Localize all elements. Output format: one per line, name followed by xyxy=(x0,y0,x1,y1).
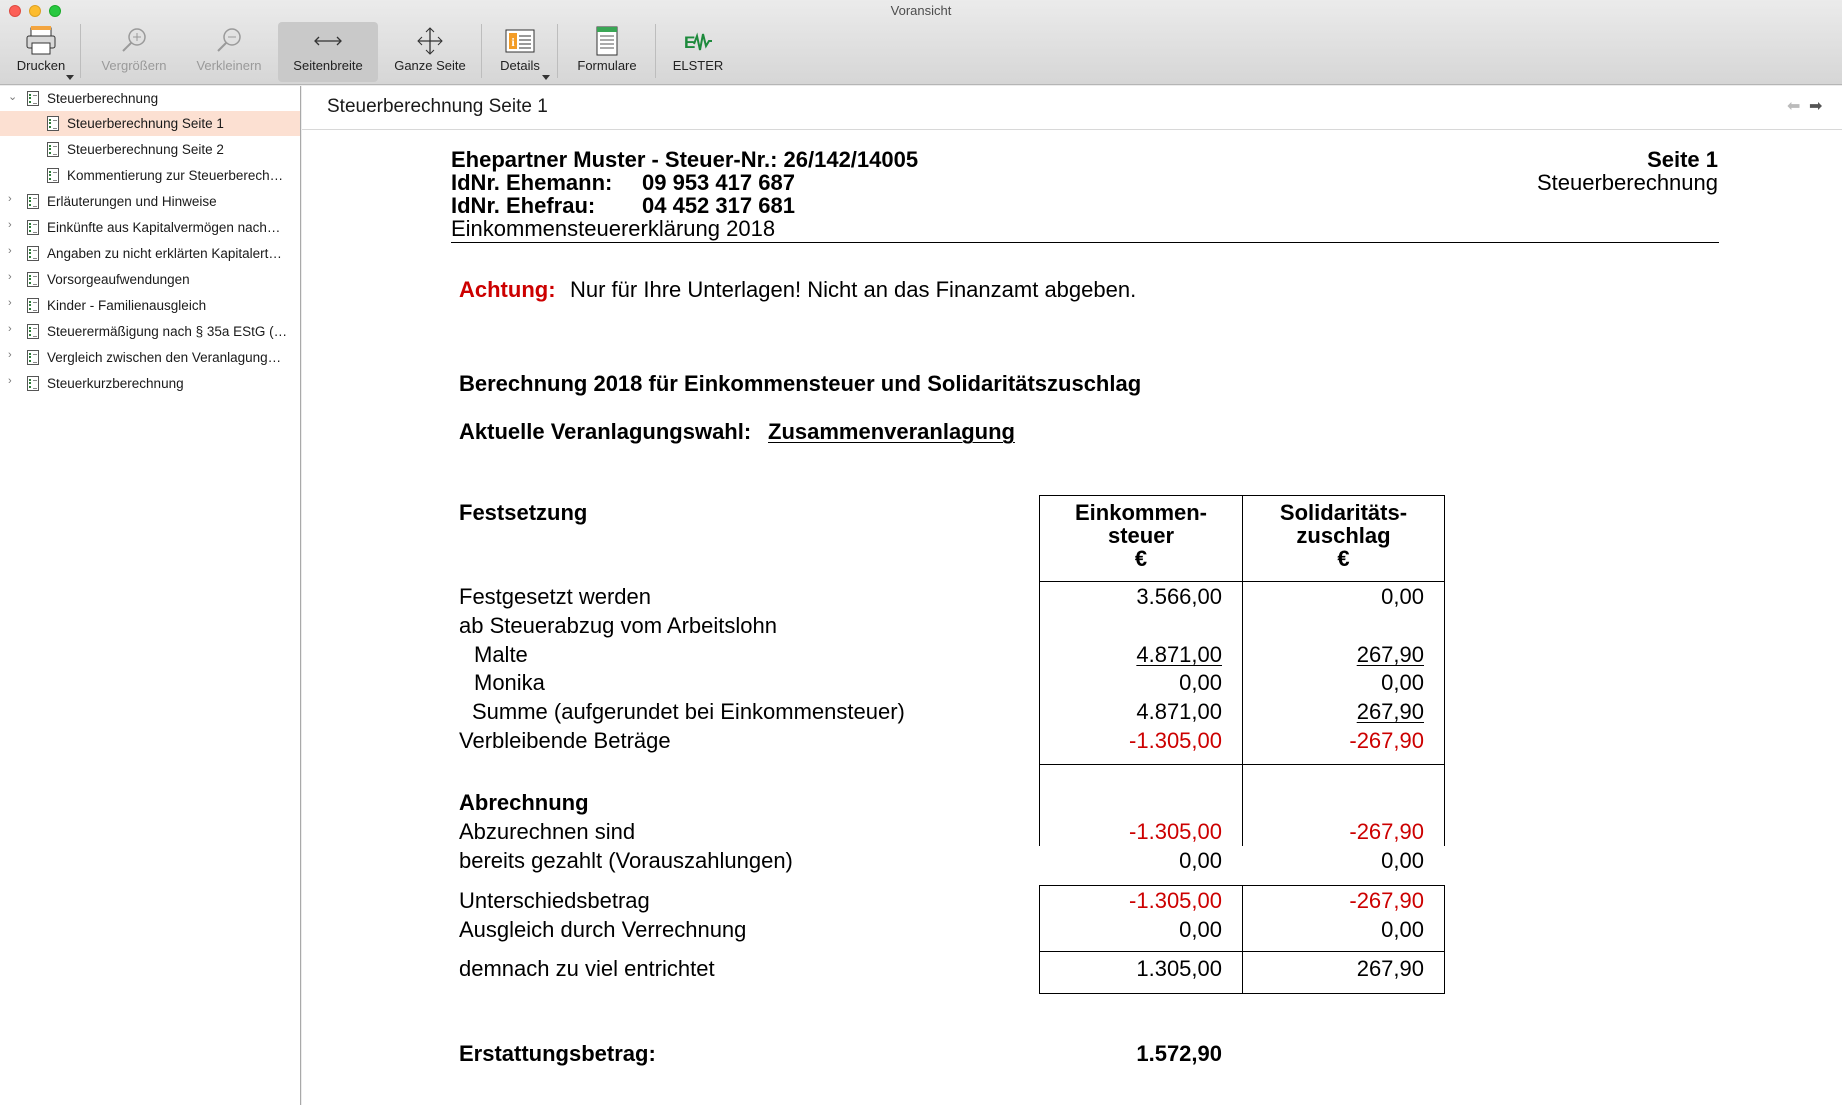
print-label: Drucken xyxy=(16,58,66,73)
document-icon xyxy=(27,91,39,106)
row-label-verbleibend: Verbleibende Beträge xyxy=(459,728,671,753)
sidebar-item-label: Angaben zu nicht erklärten Kapitalert… xyxy=(47,246,282,261)
sidebar xyxy=(0,86,301,1105)
elster-button[interactable] xyxy=(662,22,734,82)
col1-line3: € xyxy=(1134,546,1148,571)
chevron-right-icon[interactable]: › xyxy=(8,375,12,387)
zoom-out-icon xyxy=(213,26,245,56)
page-subtitle: Steuerberechnung xyxy=(1536,170,1718,195)
sidebar-item-label: Einkünfte aus Kapitalvermögen nach… xyxy=(47,220,281,235)
page-width-button[interactable] xyxy=(278,22,378,82)
chevron-right-icon[interactable]: › xyxy=(8,349,12,361)
row-value-unterschied-est: -1.305,00 xyxy=(1129,888,1222,913)
row-value-gezahlt-est: 0,00 xyxy=(1179,848,1222,873)
row-label-abzurechnen: Abzurechnen sind xyxy=(459,819,636,844)
document-preview xyxy=(302,86,1842,1105)
row-value-malte-soli: 267,90 xyxy=(1356,642,1424,667)
chevron-right-icon[interactable]: › xyxy=(8,193,12,205)
whole-page-button[interactable] xyxy=(384,22,476,82)
sidebar-item-label: Kommentierung zur Steuerberech… xyxy=(67,168,284,183)
zoom-out-button[interactable] xyxy=(182,22,276,82)
row-label-unterschied: Unterschiedsbetrag xyxy=(459,888,650,913)
sidebar-item-label: Steuerermäßigung nach § 35a EStG (… xyxy=(47,324,288,339)
print-button[interactable] xyxy=(6,22,76,82)
chevron-right-icon[interactable]: › xyxy=(8,297,12,309)
row-label-gezahlt: bereits gezahlt (Vorauszahlungen) xyxy=(459,848,793,873)
row-value-verbleibend-soli: -267,90 xyxy=(1349,728,1424,753)
whole-page-label: Ganze Seite xyxy=(394,58,466,73)
document-icon xyxy=(27,194,39,209)
column-header-soli xyxy=(1243,501,1444,570)
previous-page-arrow-icon[interactable]: ⬅ xyxy=(1787,98,1801,115)
table-section-border xyxy=(1039,764,1445,765)
row-value-festgesetzt-est: 3.566,00 xyxy=(1136,584,1222,609)
move-arrows-icon xyxy=(414,26,446,56)
sidebar-item-kapitalertraege[interactable] xyxy=(0,241,300,266)
chevron-right-icon[interactable]: › xyxy=(8,323,12,335)
document-icon xyxy=(27,324,39,339)
table-border-zuviel xyxy=(1039,951,1445,952)
svg-text:E: E xyxy=(684,33,696,52)
sidebar-item-steuerberechnung[interactable] xyxy=(0,86,300,111)
chevron-down-icon xyxy=(66,75,74,80)
row-label-summe: Summe (aufgerundet bei Einkommensteuer) xyxy=(472,699,905,724)
next-page-arrow-icon[interactable]: ➡ xyxy=(1809,98,1823,115)
row-value-malte-est: 4.871,00 xyxy=(1136,642,1222,667)
row-value-abzurechnen-soli: -267,90 xyxy=(1349,819,1424,844)
document-icon xyxy=(47,116,59,131)
sidebar-item-seite-1[interactable] xyxy=(0,111,300,136)
row-label-zuviel: demnach zu viel entrichtet xyxy=(459,956,715,981)
table-middle-border-2 xyxy=(1242,886,1243,994)
row-value-abzurechnen-est: -1.305,00 xyxy=(1129,819,1222,844)
sidebar-item-label: Steuerkurzberechnung xyxy=(47,376,184,391)
row-value-ausgleich-est: 0,00 xyxy=(1179,917,1222,942)
document-icon xyxy=(27,220,39,235)
page-title: Steuerberechnung Seite 1 xyxy=(327,96,548,117)
document-icon xyxy=(27,272,39,287)
document-icon xyxy=(47,168,59,183)
header-divider xyxy=(451,242,1719,243)
content-header xyxy=(302,86,1842,130)
table-bottom-border xyxy=(1039,993,1445,994)
section-abrechnung: Abrechnung xyxy=(459,790,589,815)
document-icon xyxy=(27,246,39,261)
section-festsetzung: Festsetzung xyxy=(459,500,588,525)
declaration-title: Einkommensteuererklärung 2018 xyxy=(451,216,776,241)
chevron-down-icon[interactable]: ⌄ xyxy=(8,91,18,103)
horizontal-arrows-icon xyxy=(312,26,344,56)
svg-text:i: i xyxy=(511,35,515,49)
refund-label: Erstattungsbetrag: xyxy=(459,1041,656,1066)
row-label-malte: Malte xyxy=(474,642,528,667)
sidebar-item-kinder[interactable] xyxy=(0,293,300,318)
sidebar-item-label: Vergleich zwischen den Veranlagung… xyxy=(47,350,282,365)
zoom-in-button[interactable] xyxy=(88,22,180,82)
row-label-ausgleich: Ausgleich durch Verrechnung xyxy=(459,917,747,942)
calculation-title: Berechnung 2018 für Einkommensteuer und Solidaritätszuschlag xyxy=(459,371,1142,396)
sidebar-item-erlaeuterungen[interactable] xyxy=(0,189,300,214)
row-value-monika-soli: 0,00 xyxy=(1381,670,1424,695)
details-button[interactable] xyxy=(488,22,552,82)
assessment-value: Zusammenveranlagung xyxy=(768,419,1015,444)
zoom-in-label: Vergrößern xyxy=(101,58,167,73)
col2-line2: zuschlag xyxy=(1296,523,1391,548)
chevron-right-icon[interactable]: › xyxy=(8,219,12,231)
sidebar-item-vorsorgeaufwendungen[interactable] xyxy=(0,267,300,292)
row-value-summe-soli: 267,90 xyxy=(1356,699,1424,724)
row-value-zuviel-est: 1.305,00 xyxy=(1136,956,1222,981)
sidebar-item-kapitalvermoegen[interactable] xyxy=(0,215,300,240)
sidebar-item-label: Steuerberechnung Seite 2 xyxy=(67,142,224,157)
zoom-out-label: Verkleinern xyxy=(196,58,262,73)
forms-label: Formulare xyxy=(577,58,637,73)
window-title: Voransicht xyxy=(890,3,952,18)
col2-line1: Solidaritäts- xyxy=(1279,500,1408,525)
chevron-down-icon xyxy=(542,75,550,80)
sidebar-item-vergleich[interactable] xyxy=(0,345,300,370)
table-right-border-2 xyxy=(1444,886,1445,994)
row-value-verbleibend-est: -1.305,00 xyxy=(1129,728,1222,753)
form-document-icon xyxy=(591,26,623,56)
row-value-ausgleich-soli: 0,00 xyxy=(1381,917,1424,942)
table-border-unterschied xyxy=(1039,885,1445,886)
sidebar-item-kommentierung[interactable] xyxy=(0,163,300,188)
sidebar-item-steuerermaessigung[interactable] xyxy=(0,319,300,344)
sidebar-item-label: Steuerberechnung xyxy=(47,91,159,106)
sidebar-item-label: Erläuterungen und Hinweise xyxy=(47,194,217,209)
row-label-monika: Monika xyxy=(474,670,545,695)
document-icon xyxy=(27,350,39,365)
warning-label: Achtung: xyxy=(459,277,556,302)
taxpayer-header: Ehepartner Muster - Steuer-Nr.: 26/142/14005 xyxy=(451,147,919,172)
sidebar-item-steuerkurzberechnung[interactable] xyxy=(0,371,300,396)
table-right-border-1 xyxy=(1444,495,1445,846)
idnr-husband-label: IdNr. Ehemann: xyxy=(451,170,613,195)
row-value-unterschied-soli: -267,90 xyxy=(1349,888,1424,913)
zoom-in-icon xyxy=(118,26,150,56)
column-header-einkommensteuer xyxy=(1040,501,1242,570)
page-width-label: Seitenbreite xyxy=(293,58,363,73)
sidebar-item-label: Steuerberechnung Seite 1 xyxy=(67,116,224,131)
details-label: Details xyxy=(500,58,540,73)
document-icon xyxy=(27,298,39,313)
assessment-label: Aktuelle Veranlagungswahl: xyxy=(459,419,752,444)
sidebar-item-label: Vorsorgeaufwendungen xyxy=(47,272,190,287)
window-toolbar xyxy=(0,0,1842,85)
row-value-festgesetzt-soli: 0,00 xyxy=(1381,584,1424,609)
col1-line2: steuer xyxy=(1107,523,1175,548)
refund-value: 1.572,90 xyxy=(1136,1041,1222,1066)
row-value-summe-est: 4.871,00 xyxy=(1136,699,1222,724)
idnr-husband-value: 09 953 417 687 xyxy=(642,170,795,195)
page-number: Seite 1 xyxy=(1647,147,1718,172)
idnr-wife-label: IdNr. Ehefrau: xyxy=(451,193,596,218)
document-icon xyxy=(47,142,59,157)
forms-button[interactable] xyxy=(564,22,650,82)
sidebar-item-label: Kinder - Familienausgleich xyxy=(47,298,207,313)
chevron-right-icon[interactable]: › xyxy=(8,271,12,283)
printer-icon xyxy=(25,26,57,56)
warning-text: Nur für Ihre Unterlagen! Nicht an das Finanzamt abgeben. xyxy=(570,277,1137,302)
idnr-wife-value: 04 452 317 681 xyxy=(642,193,795,218)
info-list-icon xyxy=(504,26,536,56)
elster-label: ELSTER xyxy=(672,58,724,73)
sidebar-item-seite-2[interactable] xyxy=(0,137,300,162)
col1-line1: Einkommen- xyxy=(1074,500,1208,525)
row-label-festgesetzt: Festgesetzt werden xyxy=(459,584,651,609)
row-label-abzug: ab Steuerabzug vom Arbeitslohn xyxy=(459,613,777,638)
row-value-zuviel-soli: 267,90 xyxy=(1356,956,1424,981)
elster-icon xyxy=(682,26,714,56)
row-value-gezahlt-soli: 0,00 xyxy=(1381,848,1424,873)
row-value-monika-est: 0,00 xyxy=(1179,670,1222,695)
col2-line3: € xyxy=(1337,546,1350,571)
document-icon xyxy=(27,376,39,391)
chevron-right-icon[interactable]: › xyxy=(8,245,12,257)
table-left-border-2 xyxy=(1039,886,1040,994)
